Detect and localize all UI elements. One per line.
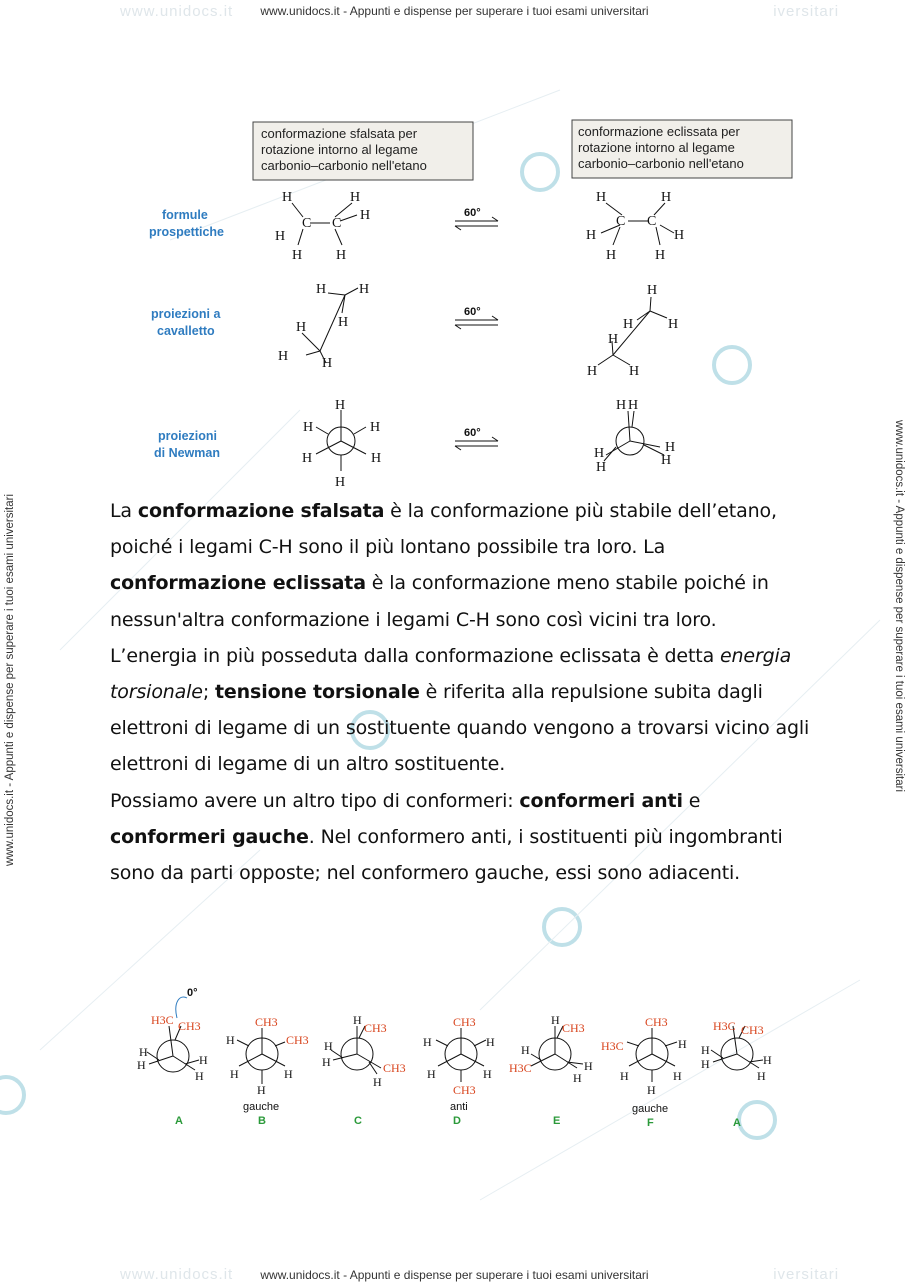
svg-text:H: H — [350, 190, 361, 205]
svg-text:H: H — [199, 1053, 208, 1067]
svg-text:H: H — [335, 475, 346, 490]
svg-text:H: H — [701, 1043, 710, 1057]
conformer-f-letter: F — [647, 1117, 654, 1129]
svg-text:H: H — [661, 190, 672, 205]
row-label-perspective-2: prospettiche — [149, 225, 225, 239]
svg-text:H: H — [322, 356, 333, 371]
equilibrium-arrow-row3 — [455, 427, 498, 450]
svg-text:CH3: CH3 — [453, 1083, 476, 1097]
row-label-newman-2: di Newman — [154, 446, 220, 460]
svg-text:H: H — [483, 1067, 492, 1081]
svg-text:H: H — [678, 1037, 687, 1051]
conformer-a-repeat-newman — [701, 1019, 772, 1129]
svg-text:H: H — [608, 332, 619, 347]
svg-text:H: H — [335, 398, 346, 413]
svg-text:H3C: H3C — [601, 1039, 624, 1053]
svg-text:H: H — [278, 349, 289, 364]
eclipsed-perspective-formula — [586, 190, 684, 263]
svg-text:H: H — [584, 1059, 593, 1073]
faint-watermark-bottom: www.unidocs.it iversitari — [120, 1266, 840, 1283]
eclipsed-sawhorse-formula — [587, 283, 678, 379]
svg-text:H: H — [668, 317, 679, 332]
svg-text:CH3: CH3 — [453, 1015, 476, 1029]
svg-text:CH3: CH3 — [645, 1015, 668, 1029]
conformer-d-name: anti — [450, 1101, 468, 1113]
equilibrium-arrow-row1 — [455, 207, 498, 230]
svg-text:H: H — [763, 1053, 772, 1067]
svg-text:C: C — [647, 214, 657, 229]
conformer-b-letter: B — [258, 1115, 266, 1127]
watermark-side-left: www.unidocs.it - Appunti e dispense per superare i tuoi esami universitari — [4, 493, 16, 866]
svg-text:H3C: H3C — [509, 1061, 532, 1075]
svg-text:H: H — [596, 460, 607, 475]
conformer-f-name: gauche — [632, 1103, 669, 1115]
svg-text:H: H — [423, 1035, 432, 1049]
conformer-a-newman — [137, 1013, 208, 1127]
svg-text:C: C — [302, 216, 312, 231]
equilibrium-arrow-row2 — [455, 306, 498, 329]
svg-text:60°: 60° — [464, 427, 481, 439]
svg-text:H: H — [606, 248, 617, 263]
svg-text:H: H — [230, 1067, 239, 1081]
svg-text:H: H — [620, 1069, 629, 1083]
svg-text:H: H — [316, 282, 327, 297]
svg-text:60°: 60° — [464, 207, 481, 219]
svg-text:H: H — [303, 420, 314, 435]
svg-text:H: H — [371, 451, 382, 466]
svg-text:H3C: H3C — [151, 1013, 174, 1027]
svg-text:H: H — [338, 315, 349, 330]
svg-text:CH3: CH3 — [741, 1023, 764, 1037]
conformer-b-name: gauche — [243, 1101, 280, 1113]
svg-text:H: H — [359, 282, 370, 297]
svg-text:C: C — [332, 216, 342, 231]
paragraph-torsional-energy: L’energia in più posseduta dalla conformazione eclissata è detta energia torsionale; tensione torsionale è riferita alla repulsione subita dagli elettroni di legame di un sostituente quando vengono a trovarsi vicino agli elettroni di legame di un altro sostituente. — [110, 644, 810, 776]
svg-text:H: H — [373, 1075, 382, 1089]
svg-text:H3C: H3C — [713, 1019, 736, 1033]
svg-text:H: H — [586, 228, 597, 243]
watermark-footer: www.unidocs.it - Appunti e dispense per superare i tuoi esami universitari — [260, 1268, 649, 1282]
svg-text:H: H — [195, 1069, 204, 1083]
ethane-conformations-figure — [120, 115, 810, 490]
svg-text:H: H — [623, 317, 634, 332]
paragraph-staggered-eclipsed: La conformazione sfalsata è la conformazione più stabile dell’etano, poiché i legami C-H sono il più lontano possibile tra loro. La conformazione eclissata è la conformazione meno stabile poiché in nessun'altra conformazione i legami C-H sono così vicini tra loro. — [110, 500, 777, 631]
conformer-b-newman — [226, 1015, 309, 1127]
svg-text:H: H — [596, 190, 607, 205]
svg-text:H: H — [282, 190, 293, 205]
paragraph-anti-gauche: Possiamo avere un altro tipo di conformeri: conformeri anti e conformeri gauche. Nel conformero anti, i sostituenti più ingombranti sono da parti opposte; nel conformero gauche, essi sono adiacenti. — [110, 789, 783, 885]
faint-watermark-top: www.unidocs.it iversitari — [120, 3, 840, 20]
row-label-sawhorse-1: proiezioni a — [151, 307, 221, 321]
svg-text:H: H — [275, 229, 286, 244]
svg-text:CH3: CH3 — [255, 1015, 278, 1029]
svg-text:60°: 60° — [464, 306, 481, 318]
svg-text:H: H — [336, 248, 347, 263]
conformer-c-letter: C — [354, 1115, 362, 1127]
eclipsed-caption-line1: conformazione eclissata per — [578, 124, 740, 139]
conformer-e-letter: E — [553, 1115, 561, 1127]
svg-text:H: H — [757, 1069, 766, 1083]
svg-text:CH3: CH3 — [286, 1033, 309, 1047]
svg-text:H: H — [647, 283, 658, 298]
svg-text:H: H — [587, 364, 598, 379]
watermark-header: www.unidocs.it - Appunti e dispense per superare i tuoi esami universitari — [260, 4, 649, 18]
row-label-newman-1: proiezioni — [158, 429, 218, 443]
eclipsed-newman-projection — [594, 398, 675, 475]
svg-text:CH3: CH3 — [178, 1019, 201, 1033]
svg-text:C: C — [616, 214, 626, 229]
svg-text:H: H — [360, 208, 371, 223]
svg-text:H: H — [647, 1083, 656, 1097]
conformer-a-letter: A — [175, 1115, 183, 1127]
svg-text:H: H — [137, 1058, 146, 1072]
svg-text:H: H — [486, 1035, 495, 1049]
conformer-f-newman — [601, 1015, 687, 1129]
conformer-d-newman — [423, 1015, 495, 1127]
rotation-angle — [176, 987, 198, 1018]
svg-text:H: H — [322, 1055, 331, 1069]
svg-text:H: H — [673, 1069, 682, 1083]
svg-text:H: H — [616, 398, 627, 413]
svg-text:H: H — [257, 1083, 266, 1097]
svg-text:H: H — [661, 453, 672, 468]
svg-text:CH3: CH3 — [562, 1021, 585, 1035]
row-label-perspective-1: formule — [162, 208, 208, 222]
body-text — [110, 493, 810, 891]
staggered-caption-line2: rotazione intorno al legame — [261, 142, 418, 157]
eclipsed-caption-line2: rotazione intorno al legame — [578, 140, 735, 155]
conformer-a-repeat-letter: A — [733, 1117, 741, 1129]
svg-text:H: H — [594, 446, 605, 461]
staggered-caption-line1: conformazione sfalsata per — [261, 126, 418, 141]
svg-text:H: H — [370, 420, 381, 435]
svg-text:H: H — [427, 1067, 436, 1081]
svg-text:H: H — [521, 1043, 530, 1057]
svg-text:H: H — [296, 320, 307, 335]
svg-text:H: H — [701, 1057, 710, 1071]
svg-text:H: H — [655, 248, 666, 263]
svg-text:CH3: CH3 — [383, 1061, 406, 1075]
svg-text:H: H — [551, 1013, 560, 1027]
svg-text:H: H — [628, 398, 639, 413]
svg-text:H: H — [665, 440, 676, 455]
svg-text:H: H — [353, 1013, 362, 1027]
butane-conformers-figure — [125, 980, 795, 1140]
conformer-c-newman — [322, 1013, 406, 1127]
staggered-perspective-formula — [275, 190, 370, 263]
svg-text:H: H — [139, 1045, 148, 1059]
staggered-caption-line3: carbonio–carbonio nell'etano — [261, 158, 427, 173]
staggered-sawhorse-formula — [278, 282, 369, 371]
staggered-newman-projection — [302, 398, 381, 490]
watermark-side-right: www.unidocs.it - Appunti e dispense per superare i tuoi esami universitari — [893, 420, 905, 793]
svg-text:0°: 0° — [187, 987, 198, 999]
staggered-caption-box — [253, 122, 473, 180]
svg-text:H: H — [674, 228, 685, 243]
svg-text:H: H — [226, 1033, 235, 1047]
svg-text:H: H — [292, 248, 303, 263]
eclipsed-caption-line3: carbonio–carbonio nell'etano — [578, 156, 744, 171]
eclipsed-caption-box — [572, 120, 792, 178]
row-label-sawhorse-2: cavalletto — [157, 324, 215, 338]
svg-text:H: H — [284, 1067, 293, 1081]
conformer-d-letter: D — [453, 1115, 461, 1127]
svg-text:H: H — [573, 1071, 582, 1085]
svg-text:H: H — [302, 451, 313, 466]
svg-text:H: H — [629, 364, 640, 379]
svg-text:H: H — [324, 1039, 333, 1053]
svg-text:CH3: CH3 — [364, 1021, 387, 1035]
conformer-e-newman — [509, 1013, 593, 1127]
